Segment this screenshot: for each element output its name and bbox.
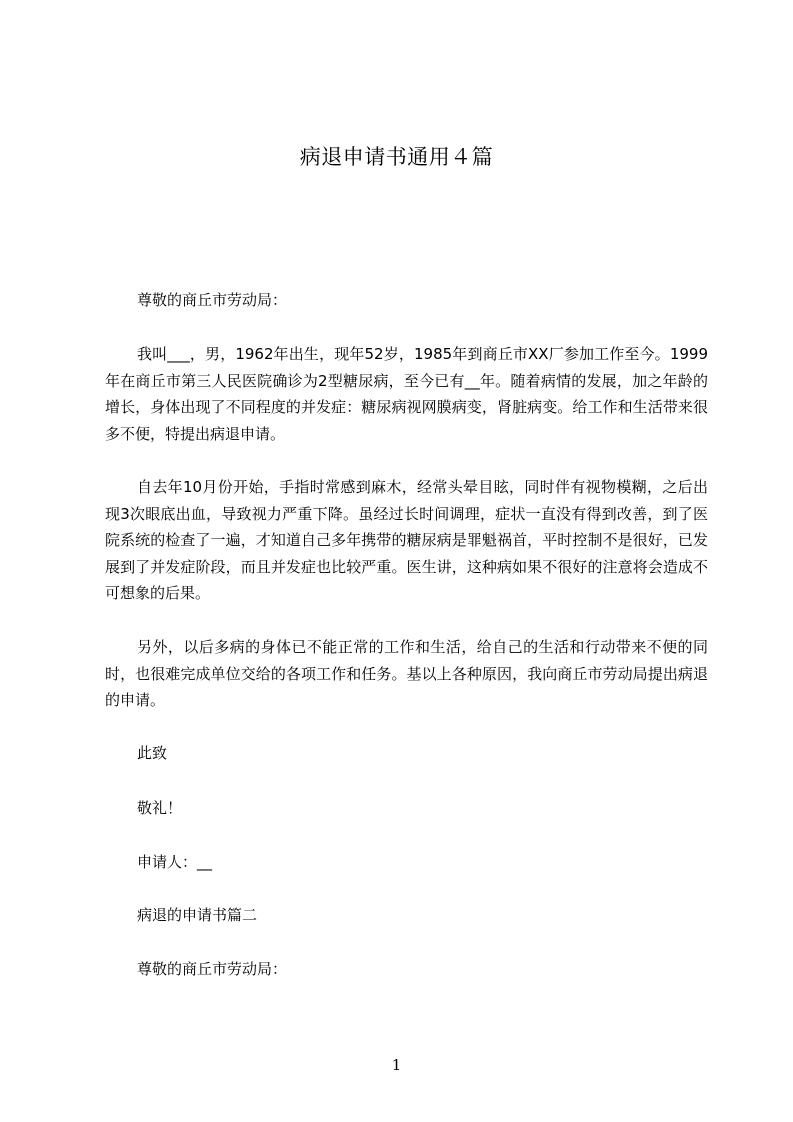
paragraph-text: 另外，以后多病的身体已不能正常的工作和生活，给自己的生活和行动带来不便的同时，也很难完成单位交给的各项工作和任务。基以上各种原因，我向商丘市劳动局提出病退的申请。 <box>105 638 708 709</box>
section-2-title: 病退的申请书篇二 <box>137 906 258 924</box>
body-paragraph-3 <box>105 634 708 714</box>
closing-salute: 敬礼！ <box>137 799 183 817</box>
body-paragraph-2 <box>105 474 708 607</box>
paragraph-text: 自去年10月份开始，手指时常感到麻木，经常头晕目眩，同时伴有视物模糊，之后出现3次眼底出血，导致视力严重下降。虽经过长时间调理，症状一直没有得到改善，到了医院系统的检查了一遍，才知道自己多年携带的糖尿病是罪魁祸首，平时控制不是很好，已发展到了并发症阶段，而且并发症也比较严重。医生讲，这种病如果不很好的注意将会造成不可想象的后果。 <box>105 478 708 602</box>
document-title: 病退申请书通用４篇 <box>299 145 494 169</box>
applicant-line: 申请人：__ <box>137 853 213 871</box>
closing-regards: 此致 <box>137 744 168 762</box>
page-number: 1 <box>391 1056 402 1074</box>
paragraph-text: 我叫___，男，1962年出生，现年52岁，1985年到商丘市XX厂参加工作至今。1999年在商丘市第三人民医院确诊为2型糖尿病，至今已有__年。随着病情的发展，加之年龄的增长，身体出现了不同程度的并发症：糖尿病视网膜病变，肾脏病变。给工作和生活带来很多不便，特提出病退申请。 <box>105 345 708 443</box>
body-paragraph-1 <box>105 341 708 447</box>
salutation-2: 尊敬的商丘市劳动局： <box>137 960 288 978</box>
salutation: 尊敬的商丘市劳动局： <box>137 291 288 309</box>
